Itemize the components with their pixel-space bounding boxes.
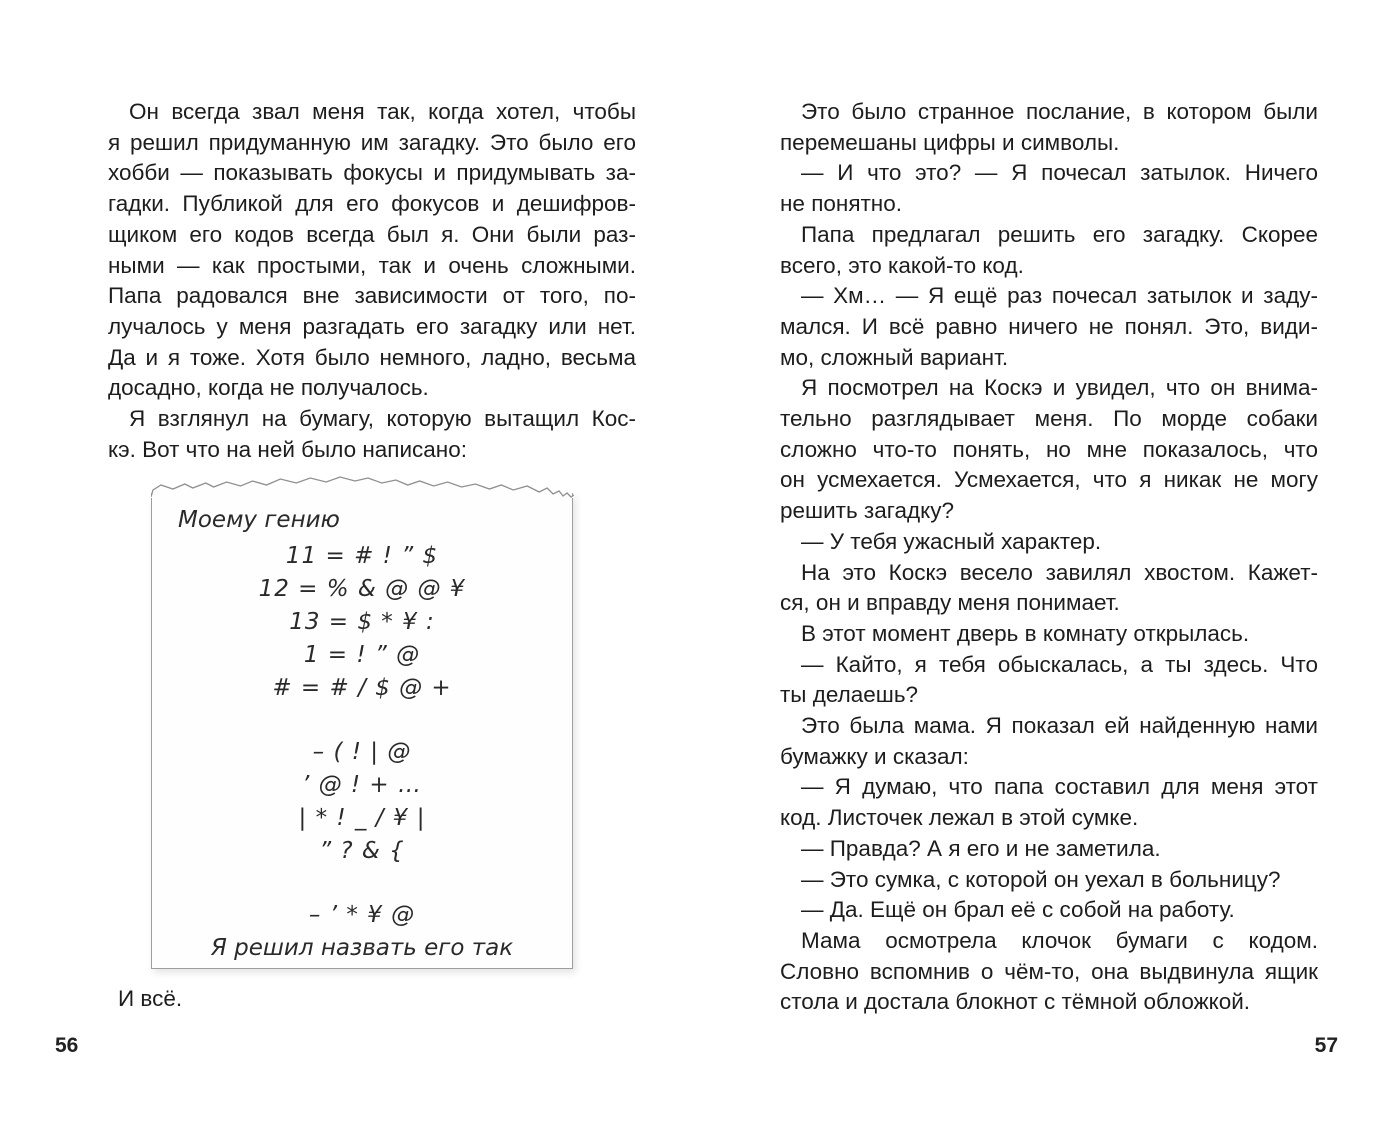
page-number-right: 57 <box>1314 1034 1338 1057</box>
text-line: Это была мама. Я показал ей найденную нами <box>801 713 1318 739</box>
after-note-text: И всё. <box>118 986 183 1011</box>
text-line: гадки. Публикой для его фокусов и дешифров- <box>108 191 636 217</box>
text-line: — Хм… — Я ещё раз почесал затылок и заду- <box>801 283 1318 309</box>
text-line: перемешаны цифры и символы. <box>780 129 1120 155</box>
cipher-code-line: | * ! _ / ¥ | <box>298 805 426 831</box>
text-line: сложно что-то понять, но мне показалось, что <box>780 436 1318 462</box>
text-line: — И что это? — Я почесал затылок. Ничего <box>801 160 1318 186</box>
text-line: всего, это какой-то код. <box>780 252 1024 278</box>
text-line: — Это сумка, с которой он уехал в больницу? <box>801 866 1281 892</box>
paragraph <box>780 220 1318 281</box>
text-line: не понятно. <box>780 191 902 217</box>
text-line: стола и достала блокнот с тёмной обложкой. <box>780 989 1251 1015</box>
text-line: Он всегда звал меня так, когда хотел, чтобы <box>129 99 636 124</box>
text-line: щиком его кодов всегда был я. Они были раз- <box>108 221 636 247</box>
paragraph <box>108 404 636 465</box>
note-closing: Я решил назвать его так <box>210 935 514 961</box>
paragraph <box>780 97 1318 158</box>
cipher-code-line: – ( ! | @ <box>312 739 412 765</box>
text-line: Я посмотрел на Коскэ и увидел, что он внима- <box>801 375 1318 401</box>
paragraph <box>780 158 1318 219</box>
paragraph <box>780 895 1318 926</box>
note-salutation: Моему гению <box>178 507 340 533</box>
paragraph <box>780 373 1318 527</box>
cipher-code-line: 13 = $ * ¥ : <box>289 609 435 635</box>
paragraph <box>108 97 636 404</box>
text-line: Да и я тоже. Хотя было немного, ладно, весьма <box>108 344 636 370</box>
text-line: тельно разглядывает меня. По морде собаки <box>780 406 1318 432</box>
text-line: Папа предлагал решить его загадку. Скорее <box>801 221 1318 247</box>
right-page-text <box>780 97 1318 1018</box>
paragraph <box>780 834 1318 865</box>
text-line: — Да. Ещё он брал её с собой на работу. <box>801 897 1235 923</box>
text-line: Это было странное послание, в котором были <box>801 99 1318 124</box>
cipher-note-content <box>152 493 572 965</box>
text-line: он усмехается. Усмехается, что я никак не могу <box>780 467 1318 493</box>
text-line: — Кайто, я тебя обыскалась, а ты здесь. Что <box>801 651 1318 677</box>
cipher-code-line: ’ @ ! + … <box>301 772 423 798</box>
text-line: В этот момент дверь в комнату открылась. <box>801 620 1250 646</box>
text-line: досадно, когда не получалось. <box>108 375 429 401</box>
cipher-code-line: 1 = ! ” @ <box>303 642 421 668</box>
text-line: мо, сложный вариант. <box>780 344 1009 370</box>
text-line: Словно вспомнив о чём-то, она выдвинула ящик <box>780 958 1318 984</box>
cipher-code-line: # = # / $ @ + <box>272 675 452 701</box>
paragraph <box>780 772 1318 833</box>
text-line: решить загадку? <box>780 498 954 524</box>
paragraph <box>780 865 1318 896</box>
text-line: я решил придуманную им загадку. Это было его <box>108 129 636 155</box>
paragraph <box>780 558 1318 619</box>
paragraph <box>780 527 1318 558</box>
text-line: ты делаешь? <box>780 682 919 708</box>
text-line: лучалось у меня разгадать его загадку или нет. <box>108 313 636 339</box>
text-line: — У тебя ужасный характер. <box>801 528 1102 554</box>
paragraph <box>780 281 1318 373</box>
cipher-code-line <box>152 868 572 899</box>
paragraph <box>780 650 1318 711</box>
text-line: Я взглянул на бумагу, которую вытащил Кос- <box>129 406 636 432</box>
text-line: — Правда? А я его и не заметила. <box>801 835 1161 861</box>
text-line: ными — как простыми, так и очень сложными. <box>108 252 636 278</box>
text-line: мался. И всё равно ничего не понял. Это, види- <box>780 313 1318 339</box>
paragraph <box>780 926 1318 1018</box>
paragraph <box>780 619 1318 650</box>
text-line: Папа радовался вне зависимости от того, по- <box>108 283 636 309</box>
cipher-note <box>151 493 573 969</box>
paragraph <box>780 711 1318 772</box>
cipher-code-line <box>152 705 572 736</box>
text-line: кэ. Вот что на ней было написано: <box>108 436 468 462</box>
text-line: код. Листочек лежал в этой сумке. <box>780 805 1139 831</box>
cipher-code-line: 11 = # ! ” $ <box>285 543 439 569</box>
cipher-code-line: 12 = % & @ @ ¥ <box>258 576 466 602</box>
left-page-text <box>108 97 636 465</box>
text-line: бумажку и сказал: <box>780 743 969 769</box>
text-line: Мама осмотрела клочок бумаги с кодом. <box>801 927 1318 953</box>
text-line: На это Коскэ весело завилял хвостом. Кажет- <box>801 559 1318 585</box>
text-line: хобби — показывать фокусы и придумывать за- <box>108 160 636 186</box>
cipher-code-line: ” ? & { <box>319 838 405 864</box>
page-number-left: 56 <box>55 1034 79 1057</box>
cipher-code-line: – ’ * ¥ @ <box>308 902 416 928</box>
cipher-code-block <box>152 540 572 932</box>
text-line: — Я думаю, что папа составил для меня этот <box>801 774 1318 800</box>
text-line: ся, он и вправду меня понимает. <box>780 590 1120 616</box>
